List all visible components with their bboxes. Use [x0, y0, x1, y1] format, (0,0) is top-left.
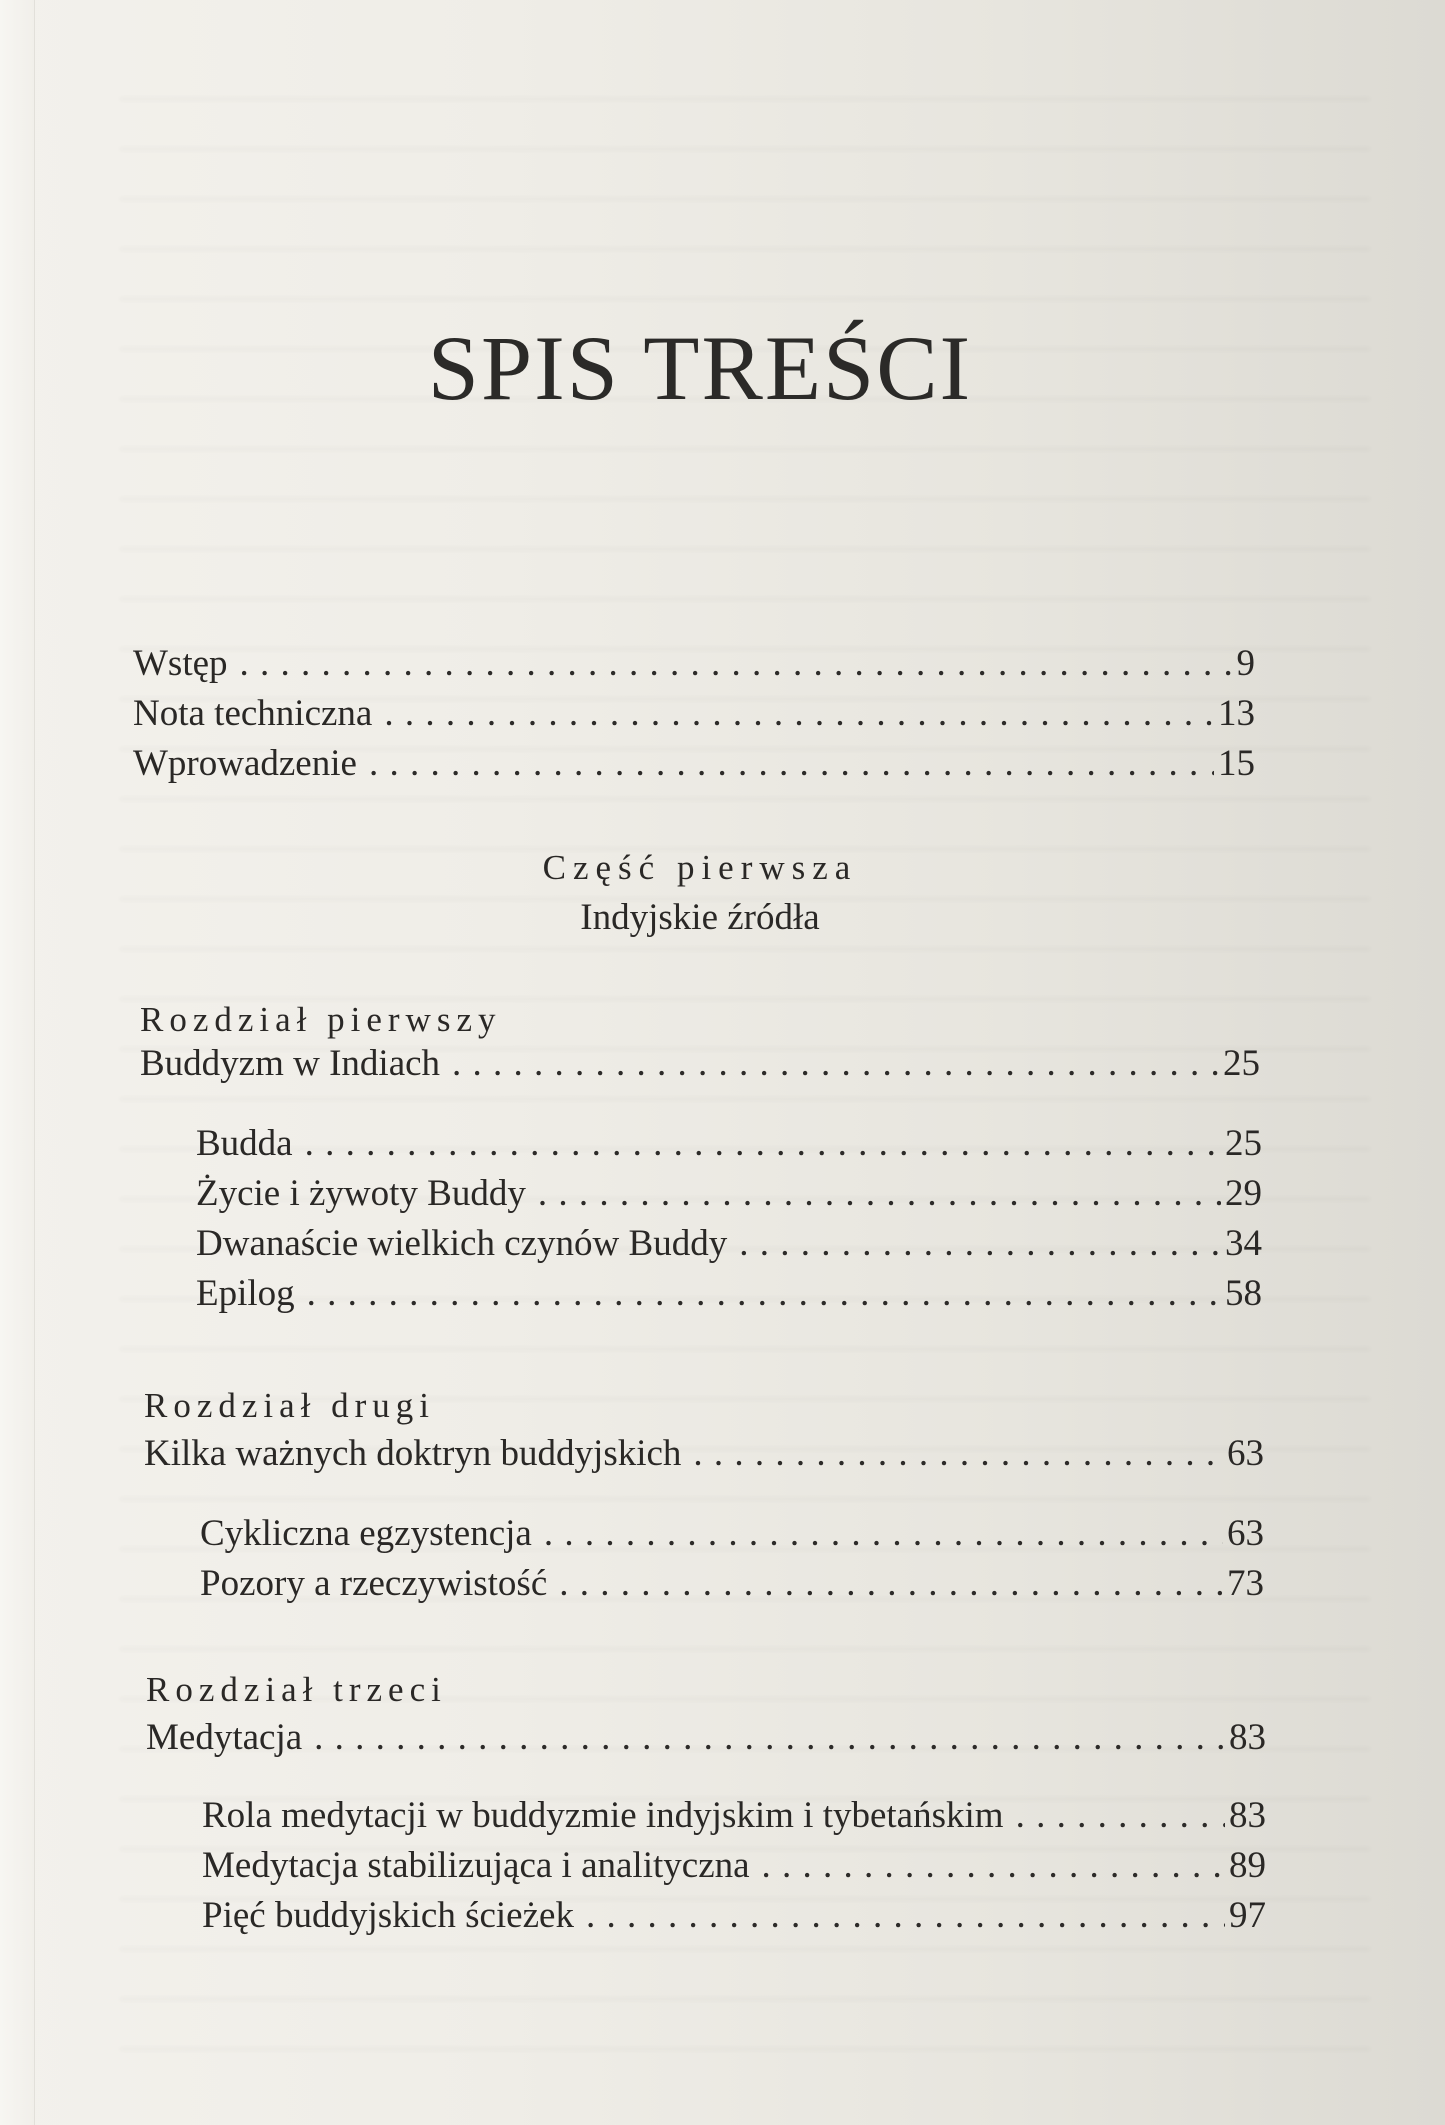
toc-entry-page: 89	[1229, 1845, 1266, 1886]
toc-entry-label: Cykliczna egzystencja	[200, 1513, 532, 1554]
leader-dots	[369, 740, 1214, 788]
toc-entry-label: Budda	[196, 1123, 293, 1164]
leader-dots	[559, 1560, 1223, 1608]
toc-entry-page: 73	[1227, 1563, 1264, 1604]
page-gutter	[0, 0, 35, 2125]
toc-entry-section	[202, 1842, 1266, 1890]
part-title: Indyjskie źródła	[580, 897, 820, 938]
toc-entry-section	[196, 1120, 1262, 1168]
toc-entry-wstep	[133, 640, 1255, 688]
toc-entry-page: 9	[1236, 643, 1255, 684]
toc-entry-chapter1	[140, 1040, 1260, 1088]
toc-entry-section	[196, 1220, 1262, 1268]
toc-entry-page: 83	[1229, 1717, 1266, 1758]
toc-entry-label: Wstęp	[133, 643, 228, 684]
leader-dots	[240, 640, 1233, 688]
toc-entry-page: 25	[1225, 1123, 1262, 1164]
toc-entry-chapter2	[144, 1430, 1264, 1478]
toc-entry-page: 34	[1225, 1223, 1262, 1264]
leader-dots	[307, 1270, 1221, 1318]
chapter-label: Rozdział drugi	[144, 1386, 436, 1425]
toc-entry-page: 97	[1229, 1895, 1266, 1936]
leader-dots	[586, 1892, 1225, 1940]
toc-entry-page: 63	[1227, 1433, 1264, 1474]
toc-entry-label: Kilka ważnych doktryn buddyjskich	[144, 1433, 682, 1474]
toc-entry-label: Pięć buddyjskich ścieżek	[202, 1895, 574, 1936]
toc-entry-label: Wprowadzenie	[133, 743, 357, 784]
toc-entry-page: 25	[1223, 1043, 1260, 1084]
leader-dots	[544, 1510, 1223, 1558]
toc-entry-label: Buddyzm w Indiach	[140, 1043, 441, 1084]
page-title: SPIS TREŚCI	[427, 317, 973, 419]
toc-entry-label: Życie i żywoty Buddy	[196, 1173, 526, 1214]
toc-entry-nota-techniczna	[133, 690, 1255, 738]
leader-dots	[384, 690, 1214, 738]
toc-entry-page: 15	[1218, 743, 1255, 784]
chapter-label: Rozdział trzeci	[146, 1670, 447, 1709]
toc-entry-chapter3	[146, 1714, 1266, 1762]
toc-entry-page: 29	[1225, 1173, 1262, 1214]
toc-entry-label: Nota techniczna	[133, 693, 373, 734]
toc-entry-page: 63	[1227, 1513, 1264, 1554]
leader-dots	[1016, 1792, 1225, 1840]
toc-entry-section	[196, 1170, 1262, 1218]
leader-dots	[314, 1714, 1225, 1762]
leader-dots	[538, 1170, 1221, 1218]
toc-entry-section	[200, 1560, 1264, 1608]
toc-entry-section	[202, 1792, 1266, 1840]
part-label: Część pierwsza	[542, 848, 858, 887]
leader-dots	[305, 1120, 1221, 1168]
toc-entry-wprowadzenie	[133, 740, 1255, 788]
chapter-label: Rozdział pierwszy	[140, 1000, 502, 1039]
toc-entry-section	[200, 1510, 1264, 1558]
toc-entry-label: Medytacja	[146, 1717, 303, 1758]
toc-entry-page: 13	[1218, 693, 1255, 734]
leader-dots	[693, 1430, 1223, 1478]
toc-entry-label: Dwanaście wielkich czynów Buddy	[196, 1223, 728, 1264]
leader-dots	[452, 1040, 1219, 1088]
toc-entry-section	[196, 1270, 1262, 1318]
toc-entry-page: 83	[1229, 1795, 1266, 1836]
toc-entry-section	[202, 1892, 1266, 1940]
leader-dots	[762, 1842, 1225, 1890]
toc-entry-label: Epilog	[196, 1273, 295, 1314]
toc-entry-label: Pozory a rzeczywistość	[200, 1563, 548, 1604]
toc-entry-label: Medytacja stabilizująca i analityczna	[202, 1845, 750, 1886]
leader-dots	[739, 1220, 1221, 1268]
toc-entry-page: 58	[1225, 1273, 1262, 1314]
toc-entry-label: Rola medytacji w buddyzmie indyjskim i tybetańskim	[202, 1795, 1004, 1836]
